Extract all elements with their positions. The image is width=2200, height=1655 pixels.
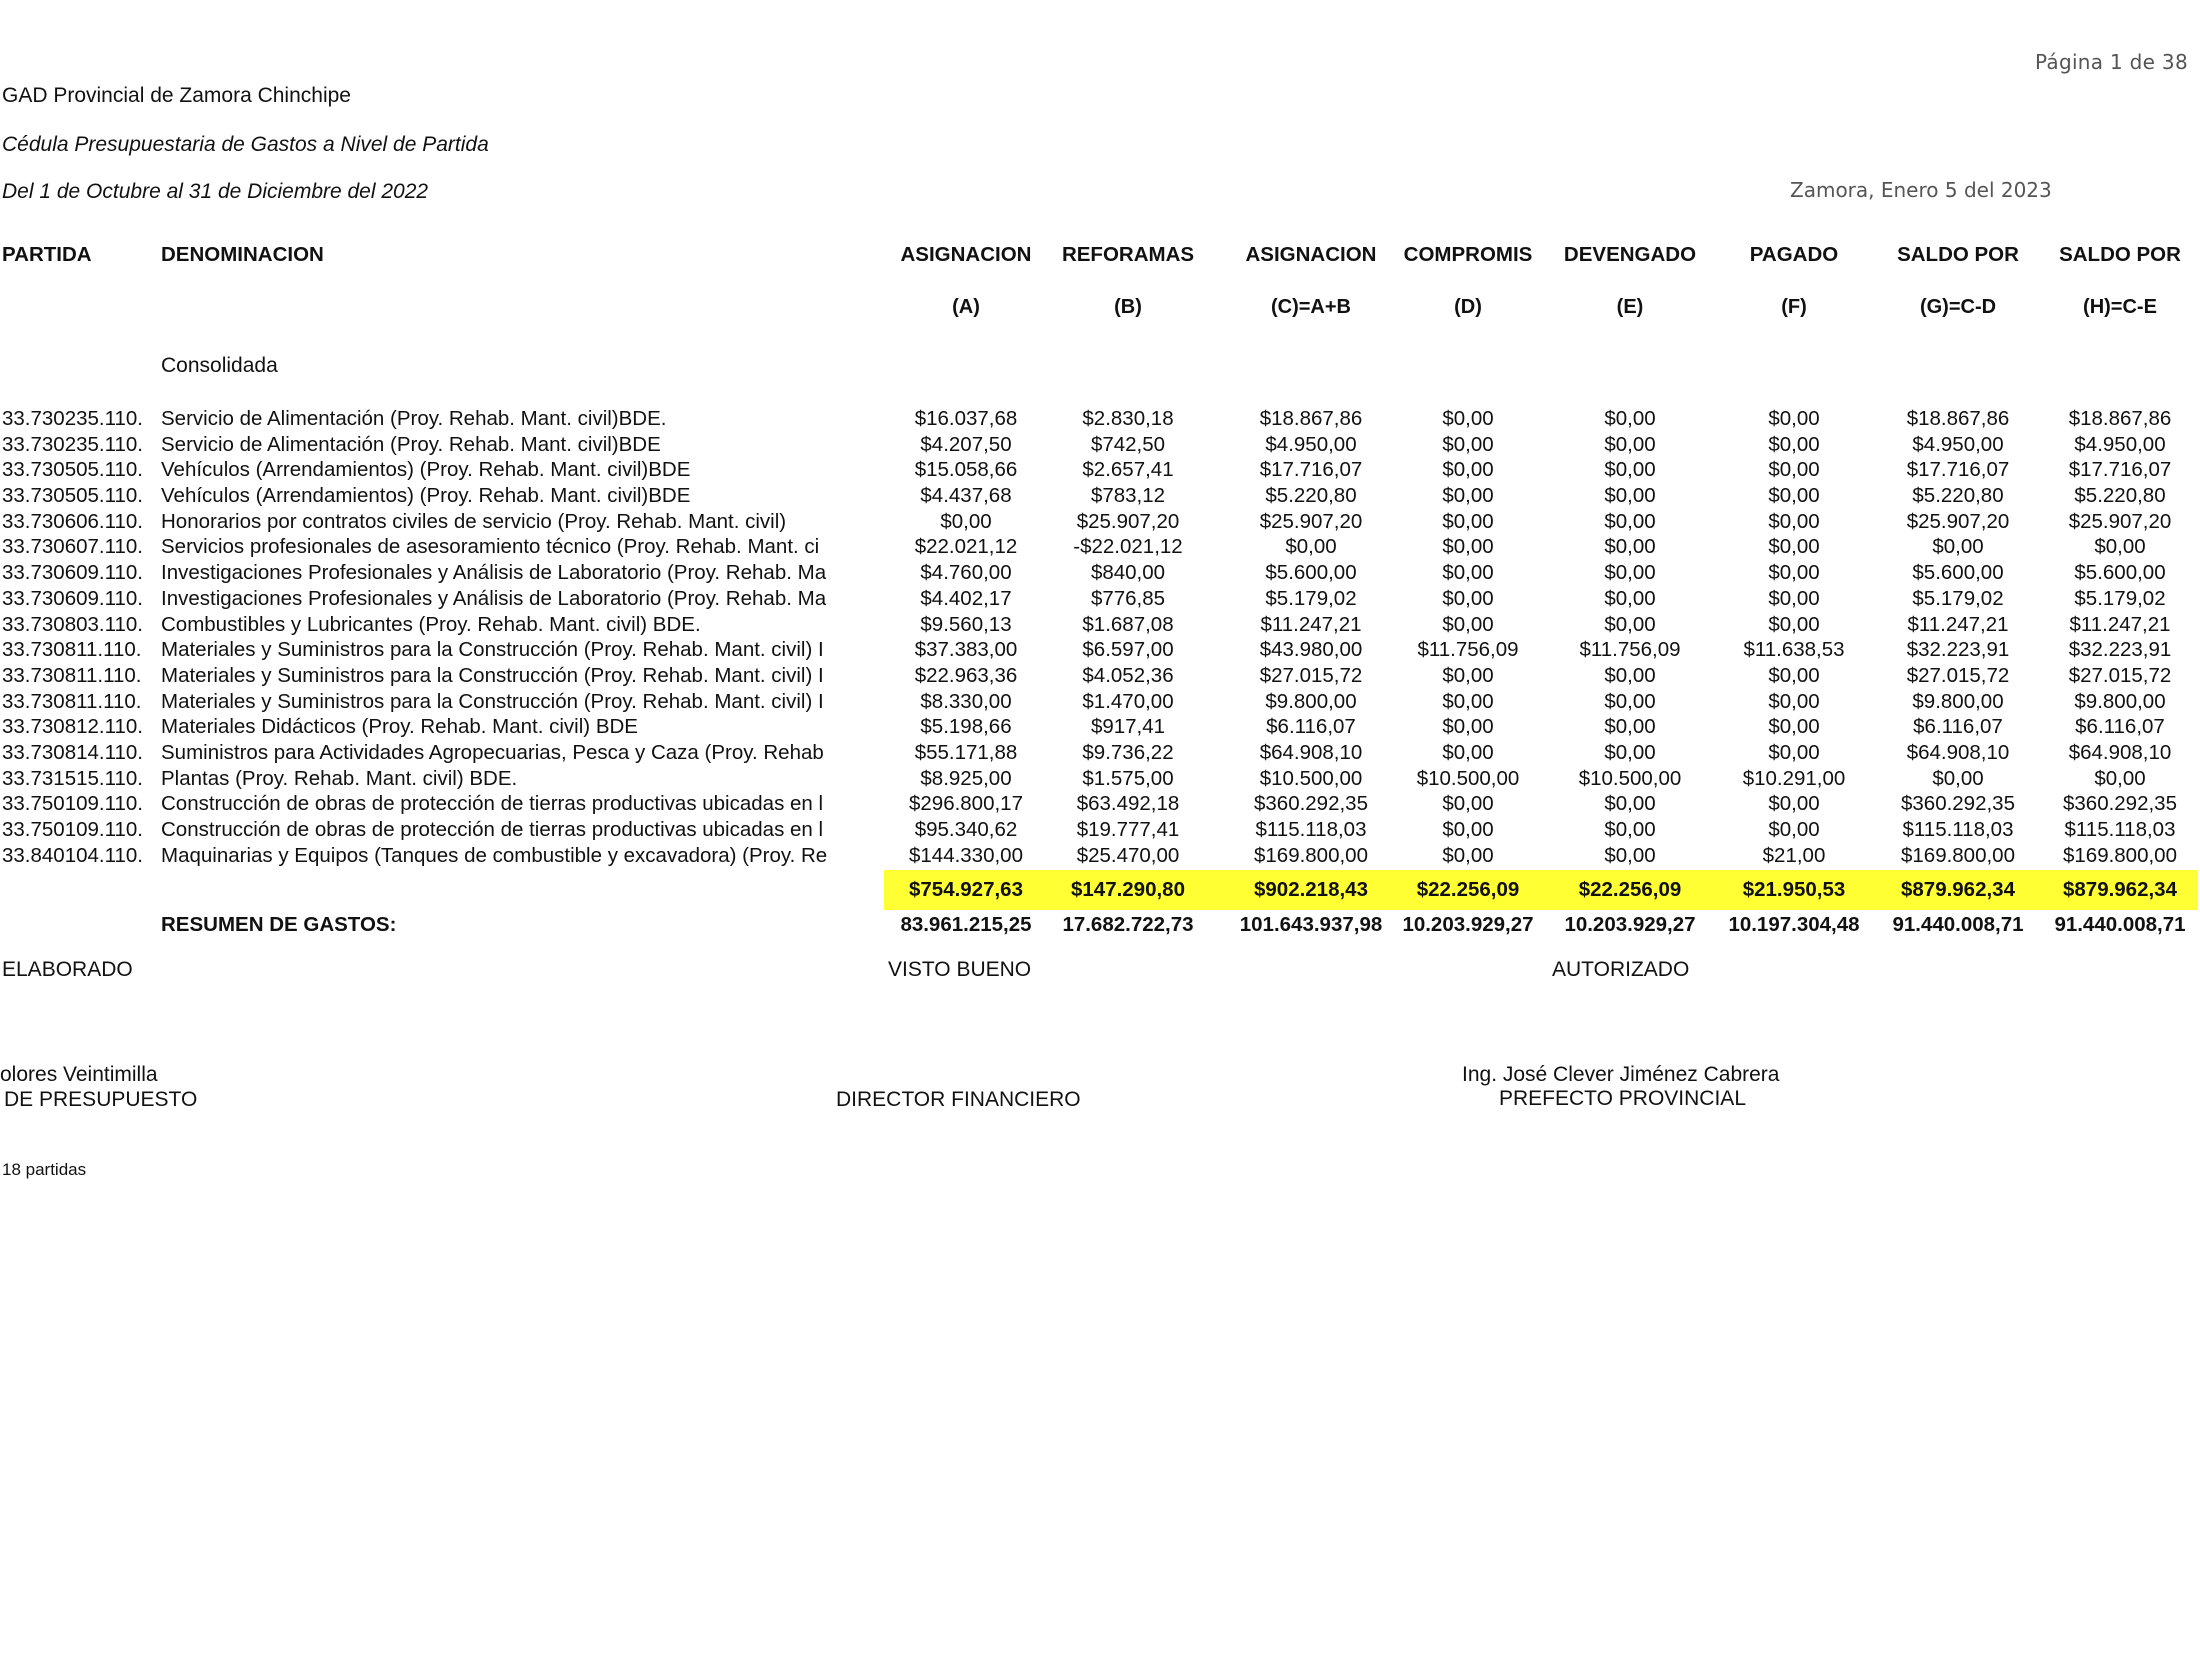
table-row: [0, 458, 2200, 484]
partida-code: 33.750109.110.: [2, 818, 143, 841]
amount-cell: $15.058,66: [914, 458, 1018, 482]
amount-cell: $0,00: [1604, 740, 1656, 764]
amount-cell: $0,00: [1768, 458, 1820, 482]
total-cell: $879.962,34: [2062, 878, 2177, 901]
amount-cell: $0,00: [1442, 740, 1494, 764]
amount-cell: $0,00: [1604, 535, 1656, 559]
amount-cell: $17.716,07: [1259, 458, 1363, 482]
amount-cell: $169.800,00: [2062, 843, 2177, 867]
amount-cell: $0,00: [1604, 509, 1656, 533]
amount-cell: $18.867,86: [1259, 407, 1363, 430]
amount-cell: $25.907,20: [2068, 509, 2172, 533]
amount-cell: $64.908,10: [1906, 740, 2010, 764]
amount-cell: $0,00: [1442, 818, 1494, 841]
amount-cell: $9.560,13: [920, 612, 1012, 636]
partida-description: Investigaciones Profesionales y Análisis de Laboratorio (Proy. Rehab. Ma: [161, 561, 827, 585]
summary-cell: 91.440.008,71: [2054, 913, 2186, 936]
summary-cell: 10.203.929,27: [1564, 913, 1696, 936]
amount-cell: $0,00: [2094, 535, 2146, 559]
amount-cell: $37.383,00: [914, 638, 1018, 662]
amount-cell: $43.980,00: [1259, 638, 1363, 662]
partida-description: Vehículos (Arrendamientos) (Proy. Rehab. Mant. civil)BDE: [161, 458, 691, 482]
table-row: [0, 587, 2200, 613]
amount-cell: $32.223,91: [1906, 638, 2010, 662]
amount-cell: $4.207,50: [920, 432, 1012, 456]
partida-code: 33.730811.110.: [2, 689, 142, 713]
table-row: [0, 510, 2200, 536]
col-subheader-2: (B): [1114, 296, 1142, 318]
partida-code: 33.730505.110.: [2, 484, 143, 508]
partida-description: Vehículos (Arrendamientos) (Proy. Rehab. Mant. civil)BDE: [161, 484, 691, 508]
partida-description: Combustibles y Lubricantes (Proy. Rehab. Mant. civil) BDE.: [161, 612, 701, 636]
amount-cell: $917,41: [1090, 715, 1166, 739]
amount-cell: $776,85: [1090, 586, 1166, 610]
amount-cell: $742,50: [1090, 432, 1166, 456]
page-number: Página 1 de 38: [2034, 50, 2188, 74]
amount-cell: $1.470,00: [1082, 689, 1174, 713]
amount-cell: $360.292,35: [1253, 792, 1368, 816]
partida-description: Materiales y Suministros para la Construcción (Proy. Rehab. Mant. civil) I: [161, 663, 824, 687]
amount-cell: $5.220,80: [1265, 484, 1357, 508]
amount-cell: $11.756,09: [1579, 638, 1681, 662]
amount-cell: $0,00: [1604, 843, 1656, 867]
amount-cell: $0,00: [1604, 715, 1656, 739]
amount-cell: $0,00: [1604, 586, 1656, 610]
col-subheader-4: (D): [1454, 296, 1482, 318]
summary-cell: 91.440.008,71: [1892, 913, 2024, 936]
amount-cell: $4.052,36: [1082, 663, 1174, 687]
table-row: [0, 407, 2200, 433]
summary-cell: 17.682.722,73: [1062, 913, 1194, 936]
amount-cell: $0,00: [1768, 612, 1820, 636]
amount-cell: $27.015,72: [2068, 663, 2172, 687]
summary-cell: 83.961.215,25: [900, 913, 1032, 936]
amount-cell: $19.777,41: [1076, 818, 1180, 841]
amount-cell: $0,00: [1442, 663, 1494, 687]
amount-cell: $5.179,02: [1265, 586, 1357, 610]
report-period: Del 1 de Octubre al 31 de Diciembre del 2022: [2, 180, 429, 203]
table-row: [0, 664, 2200, 690]
amount-cell: $115.118,03: [1255, 818, 1367, 841]
amount-cell: $9.800,00: [1265, 689, 1357, 713]
amount-cell: $4.950,00: [2074, 432, 2166, 456]
amount-cell: $5.198,66: [920, 715, 1012, 739]
budget-table-body: [0, 407, 2200, 869]
amount-cell: $10.500,00: [1578, 766, 1682, 790]
amount-cell: $0,00: [1604, 458, 1656, 482]
elaborado-label: ELABORADO: [2, 958, 133, 981]
total-cell: $902.218,43: [1253, 878, 1368, 901]
partida-description: Construcción de obras de protección de tierras productivas ubicadas en l: [161, 792, 824, 816]
amount-cell: $9.736,22: [1082, 740, 1174, 764]
total-cell: $754.927,63: [908, 878, 1023, 901]
amount-cell: $115.118,03: [1902, 818, 2014, 841]
table-row: [0, 433, 2200, 459]
col-header-3: ASIGNACION: [1245, 243, 1377, 266]
amount-cell: $25.470,00: [1076, 843, 1180, 867]
amount-cell: $0,00: [1442, 509, 1494, 533]
signer-center-title: DIRECTOR FINANCIERO: [836, 1088, 1081, 1111]
amount-cell: $0,00: [1768, 740, 1820, 764]
amount-cell: $9.800,00: [1912, 689, 2004, 713]
visto-bueno-label: VISTO BUENO: [888, 958, 1032, 981]
amount-cell: $0,00: [2094, 766, 2146, 790]
total-cell: $22.256,09: [1578, 878, 1682, 901]
col-subheader-5: (E): [1616, 296, 1644, 318]
amount-cell: $0,00: [1768, 535, 1820, 559]
signer-right-name: Ing. José Clever Jiménez Cabrera: [1462, 1063, 1780, 1086]
partida-description: Materiales y Suministros para la Construcción (Proy. Rehab. Mant. civil) I: [161, 638, 824, 662]
amount-cell: $17.716,07: [2068, 458, 2172, 482]
amount-cell: $16.037,68: [914, 407, 1018, 430]
amount-cell: $0,00: [1604, 689, 1656, 713]
partida-code: 33.730235.110.: [2, 407, 143, 430]
total-cell: $147.290,80: [1070, 878, 1185, 901]
col-header-7: SALDO POR: [1897, 243, 2019, 266]
amount-cell: $25.907,20: [1906, 509, 2010, 533]
report-subtitle: Cédula Presupuestaria de Gastos a Nivel de Partida: [2, 133, 489, 156]
amount-cell: $25.907,20: [1259, 509, 1363, 533]
amount-cell: $5.179,02: [1912, 586, 2004, 610]
amount-cell: $11.756,09: [1417, 638, 1519, 662]
total-cell: $22.256,09: [1416, 878, 1520, 901]
amount-cell: $11.247,21: [1907, 612, 2009, 636]
partida-code: 33.730607.110.: [2, 535, 143, 559]
amount-cell: $0,00: [940, 509, 992, 533]
partida-description: Materiales Didácticos (Proy. Rehab. Mant. civil) BDE: [161, 715, 638, 739]
summary-cell: 10.203.929,27: [1402, 913, 1534, 936]
amount-cell: $27.015,72: [1259, 663, 1363, 687]
table-row: [0, 741, 2200, 767]
col-header-4: COMPROMIS: [1403, 243, 1533, 266]
partida-description: Investigaciones Profesionales y Análisis de Laboratorio (Proy. Rehab. Ma: [161, 586, 827, 610]
amount-cell: $4.402,17: [920, 586, 1012, 610]
amount-cell: $0,00: [1604, 561, 1656, 585]
amount-cell: $840,00: [1090, 561, 1166, 585]
totals-row: [884, 870, 2198, 910]
partida-description: Materiales y Suministros para la Construcción (Proy. Rehab. Mant. civil) I: [161, 689, 824, 713]
col-subheader-6: (F): [1781, 296, 1807, 318]
amount-cell: $55.171,88: [914, 740, 1018, 764]
amount-cell: $11.638,53: [1743, 638, 1845, 662]
table-row: [0, 535, 2200, 561]
table-row: [0, 818, 2200, 844]
amount-cell: $11.247,21: [2069, 612, 2171, 636]
amount-cell: $64.908,10: [2068, 740, 2172, 764]
partida-description: Maquinarias y Equipos (Tanques de combustible y excavadora) (Proy. Re: [161, 843, 828, 867]
signer-left-title: DE PRESUPUESTO: [4, 1088, 198, 1111]
amount-cell: $9.800,00: [2074, 689, 2166, 713]
amount-cell: $0,00: [1442, 715, 1494, 739]
partidas-count: 18 partidas: [2, 1160, 87, 1179]
organization-name: GAD Provincial de Zamora Chinchipe: [2, 84, 351, 107]
col-header-denominacion: DENOMINACION: [161, 243, 324, 266]
amount-cell: $0,00: [1768, 663, 1820, 687]
amount-cell: $5.220,80: [1912, 484, 2004, 508]
amount-cell: $0,00: [1604, 792, 1656, 816]
partida-code: 33.730235.110.: [2, 432, 143, 456]
amount-cell: $11.247,21: [1260, 612, 1362, 636]
amount-cell: $4.950,00: [1265, 432, 1357, 456]
amount-cell: $8.925,00: [920, 766, 1012, 790]
amount-cell: $360.292,35: [1900, 792, 2015, 816]
amount-cell: $2.657,41: [1082, 458, 1174, 482]
amount-cell: $1.687,08: [1082, 612, 1174, 636]
signer-right-title: PREFECTO PROVINCIAL: [1499, 1087, 1746, 1110]
amount-cell: $0,00: [1285, 535, 1337, 559]
amount-cell: $6.116,07: [2075, 715, 2165, 739]
amount-cell: $169.800,00: [1900, 843, 2015, 867]
amount-cell: $0,00: [1442, 535, 1494, 559]
col-header-6: PAGADO: [1749, 243, 1839, 266]
amount-cell: $64.908,10: [1259, 740, 1363, 764]
amount-cell: $0,00: [1442, 458, 1494, 482]
amount-cell: $4.437,68: [920, 484, 1012, 508]
partida-code: 33.730811.110.: [2, 663, 142, 687]
table-row: [0, 792, 2200, 818]
amount-cell: $0,00: [1932, 535, 1984, 559]
partida-code: 33.730814.110.: [2, 740, 143, 764]
partida-code: 33.731515.110.: [2, 766, 143, 790]
amount-cell: $0,00: [1768, 561, 1820, 585]
summary-label: RESUMEN DE GASTOS:: [161, 913, 397, 936]
table-row: [0, 767, 2200, 793]
amount-cell: $18.867,86: [1906, 407, 2010, 430]
partida-description: Servicio de Alimentación (Proy. Rehab. Mant. civil)BDE.: [161, 407, 667, 430]
col-header-1: ASIGNACION: [900, 243, 1032, 266]
amount-cell: $8.330,00: [920, 689, 1012, 713]
partida-description: Plantas (Proy. Rehab. Mant. civil) BDE.: [161, 766, 518, 790]
amount-cell: $0,00: [1768, 432, 1820, 456]
partida-code: 33.730505.110.: [2, 458, 143, 482]
amount-cell: $0,00: [1768, 407, 1820, 430]
amount-cell: $144.330,00: [908, 843, 1023, 867]
amount-cell: $18.867,86: [2068, 407, 2172, 430]
amount-cell: -$22.021,12: [1073, 535, 1183, 559]
amount-cell: $5.179,02: [2074, 586, 2166, 610]
amount-cell: $0,00: [1604, 818, 1656, 841]
partida-code: 33.730606.110.: [2, 509, 143, 533]
amount-cell: $63.492,18: [1076, 792, 1180, 816]
col-subheader-1: (A): [952, 296, 980, 318]
table-row: [0, 638, 2200, 664]
amount-cell: $17.716,07: [1906, 458, 2010, 482]
amount-cell: $27.015,72: [1906, 663, 2010, 687]
amount-cell: $0,00: [1442, 792, 1494, 816]
amount-cell: $5.600,00: [2074, 561, 2166, 585]
amount-cell: $0,00: [1604, 663, 1656, 687]
amount-cell: $32.223,91: [2068, 638, 2172, 662]
amount-cell: $0,00: [1768, 586, 1820, 610]
col-subheader-8: (H)=C-E: [2083, 296, 2157, 318]
amount-cell: $0,00: [1768, 715, 1820, 739]
partida-description: Suministros para Actividades Agropecuarias, Pesca y Caza (Proy. Rehab: [161, 740, 824, 764]
amount-cell: $10.291,00: [1742, 766, 1846, 790]
amount-cell: $0,00: [1768, 818, 1820, 841]
partida-code: 33.730811.110.: [2, 638, 142, 662]
partida-code: 33.730609.110.: [2, 561, 143, 585]
table-row: [0, 484, 2200, 510]
amount-cell: $0,00: [1604, 484, 1656, 508]
amount-cell: $115.118,03: [2064, 818, 2176, 841]
group-label: Consolidada: [161, 354, 278, 377]
col-header-5: DEVENGADO: [1563, 243, 1697, 266]
amount-cell: $95.340,62: [914, 818, 1018, 841]
summary-cell: 101.643.937,98: [1239, 913, 1383, 936]
amount-cell: $0,00: [1442, 586, 1494, 610]
amount-cell: $22.963,36: [914, 663, 1018, 687]
amount-cell: $0,00: [1768, 792, 1820, 816]
amount-cell: $0,00: [1604, 432, 1656, 456]
amount-cell: $0,00: [1442, 484, 1494, 508]
partida-description: Servicios profesionales de asesoramiento técnico (Proy. Rehab. Mant. ci: [161, 535, 820, 559]
amount-cell: $0,00: [1442, 561, 1494, 585]
amount-cell: $4.950,00: [1912, 432, 2004, 456]
col-header-partida: PARTIDA: [2, 243, 92, 266]
amount-cell: $783,12: [1090, 484, 1166, 508]
partida-code: 33.730812.110.: [2, 715, 143, 739]
amount-cell: $6.116,07: [1913, 715, 2003, 739]
place-date: Zamora, Enero 5 del 2023: [1790, 178, 2052, 202]
partida-description: Honorarios por contratos civiles de servicio (Proy. Rehab. Mant. civil): [161, 509, 787, 533]
amount-cell: $0,00: [1442, 612, 1494, 636]
table-row: [0, 613, 2200, 639]
partida-code: 33.750109.110.: [2, 792, 143, 816]
partida-code: 33.730803.110.: [2, 612, 143, 636]
total-cell: $21.950,53: [1742, 878, 1846, 901]
amount-cell: $0,00: [1768, 509, 1820, 533]
col-subheader-3: (C)=A+B: [1270, 296, 1351, 318]
amount-cell: $2.830,18: [1082, 407, 1174, 430]
amount-cell: $1.575,00: [1082, 766, 1174, 790]
amount-cell: $0,00: [1604, 612, 1656, 636]
amount-cell: $169.800,00: [1253, 843, 1368, 867]
amount-cell: $0,00: [1442, 432, 1494, 456]
amount-cell: $10.500,00: [1416, 766, 1520, 790]
amount-cell: $0,00: [1442, 689, 1494, 713]
amount-cell: $10.500,00: [1259, 766, 1363, 790]
amount-cell: $6.116,07: [1266, 715, 1356, 739]
amount-cell: $0,00: [1442, 407, 1494, 430]
amount-cell: $25.907,20: [1076, 509, 1180, 533]
amount-cell: $296.800,17: [908, 792, 1023, 816]
amount-cell: $21,00: [1762, 843, 1826, 867]
amount-cell: $0,00: [1768, 484, 1820, 508]
amount-cell: $6.597,00: [1082, 638, 1174, 662]
partida-code: 33.840104.110.: [2, 843, 143, 867]
amount-cell: $22.021,12: [914, 535, 1018, 559]
table-row: [0, 561, 2200, 587]
signer-left-name: olores Veintimilla: [0, 1063, 158, 1086]
amount-cell: $0,00: [1442, 843, 1494, 867]
amount-cell: $0,00: [1768, 689, 1820, 713]
amount-cell: $5.220,80: [2074, 484, 2166, 508]
amount-cell: $0,00: [1932, 766, 1984, 790]
col-subheader-7: (G)=C-D: [1919, 296, 1997, 318]
table-row: [0, 690, 2200, 716]
table-row: [0, 844, 2200, 870]
col-header-8: SALDO POR: [2059, 243, 2181, 266]
amount-cell: $0,00: [1604, 407, 1656, 430]
amount-cell: $5.600,00: [1265, 561, 1357, 585]
total-cell: $879.962,34: [1900, 878, 2015, 901]
table-row: [0, 715, 2200, 741]
partida-code: 33.730609.110.: [2, 586, 143, 610]
partida-description: Servicio de Alimentación (Proy. Rehab. Mant. civil)BDE: [161, 432, 661, 456]
amount-cell: $4.760,00: [920, 561, 1012, 585]
amount-cell: $5.600,00: [1912, 561, 2004, 585]
partida-description: Construcción de obras de protección de tierras productivas ubicadas en l: [161, 818, 824, 841]
autorizado-label: AUTORIZADO: [1552, 958, 1690, 981]
amount-cell: $360.292,35: [2062, 792, 2177, 816]
summary-cell: 10.197.304,48: [1728, 913, 1860, 936]
col-header-2: REFORAMAS: [1061, 243, 1195, 266]
